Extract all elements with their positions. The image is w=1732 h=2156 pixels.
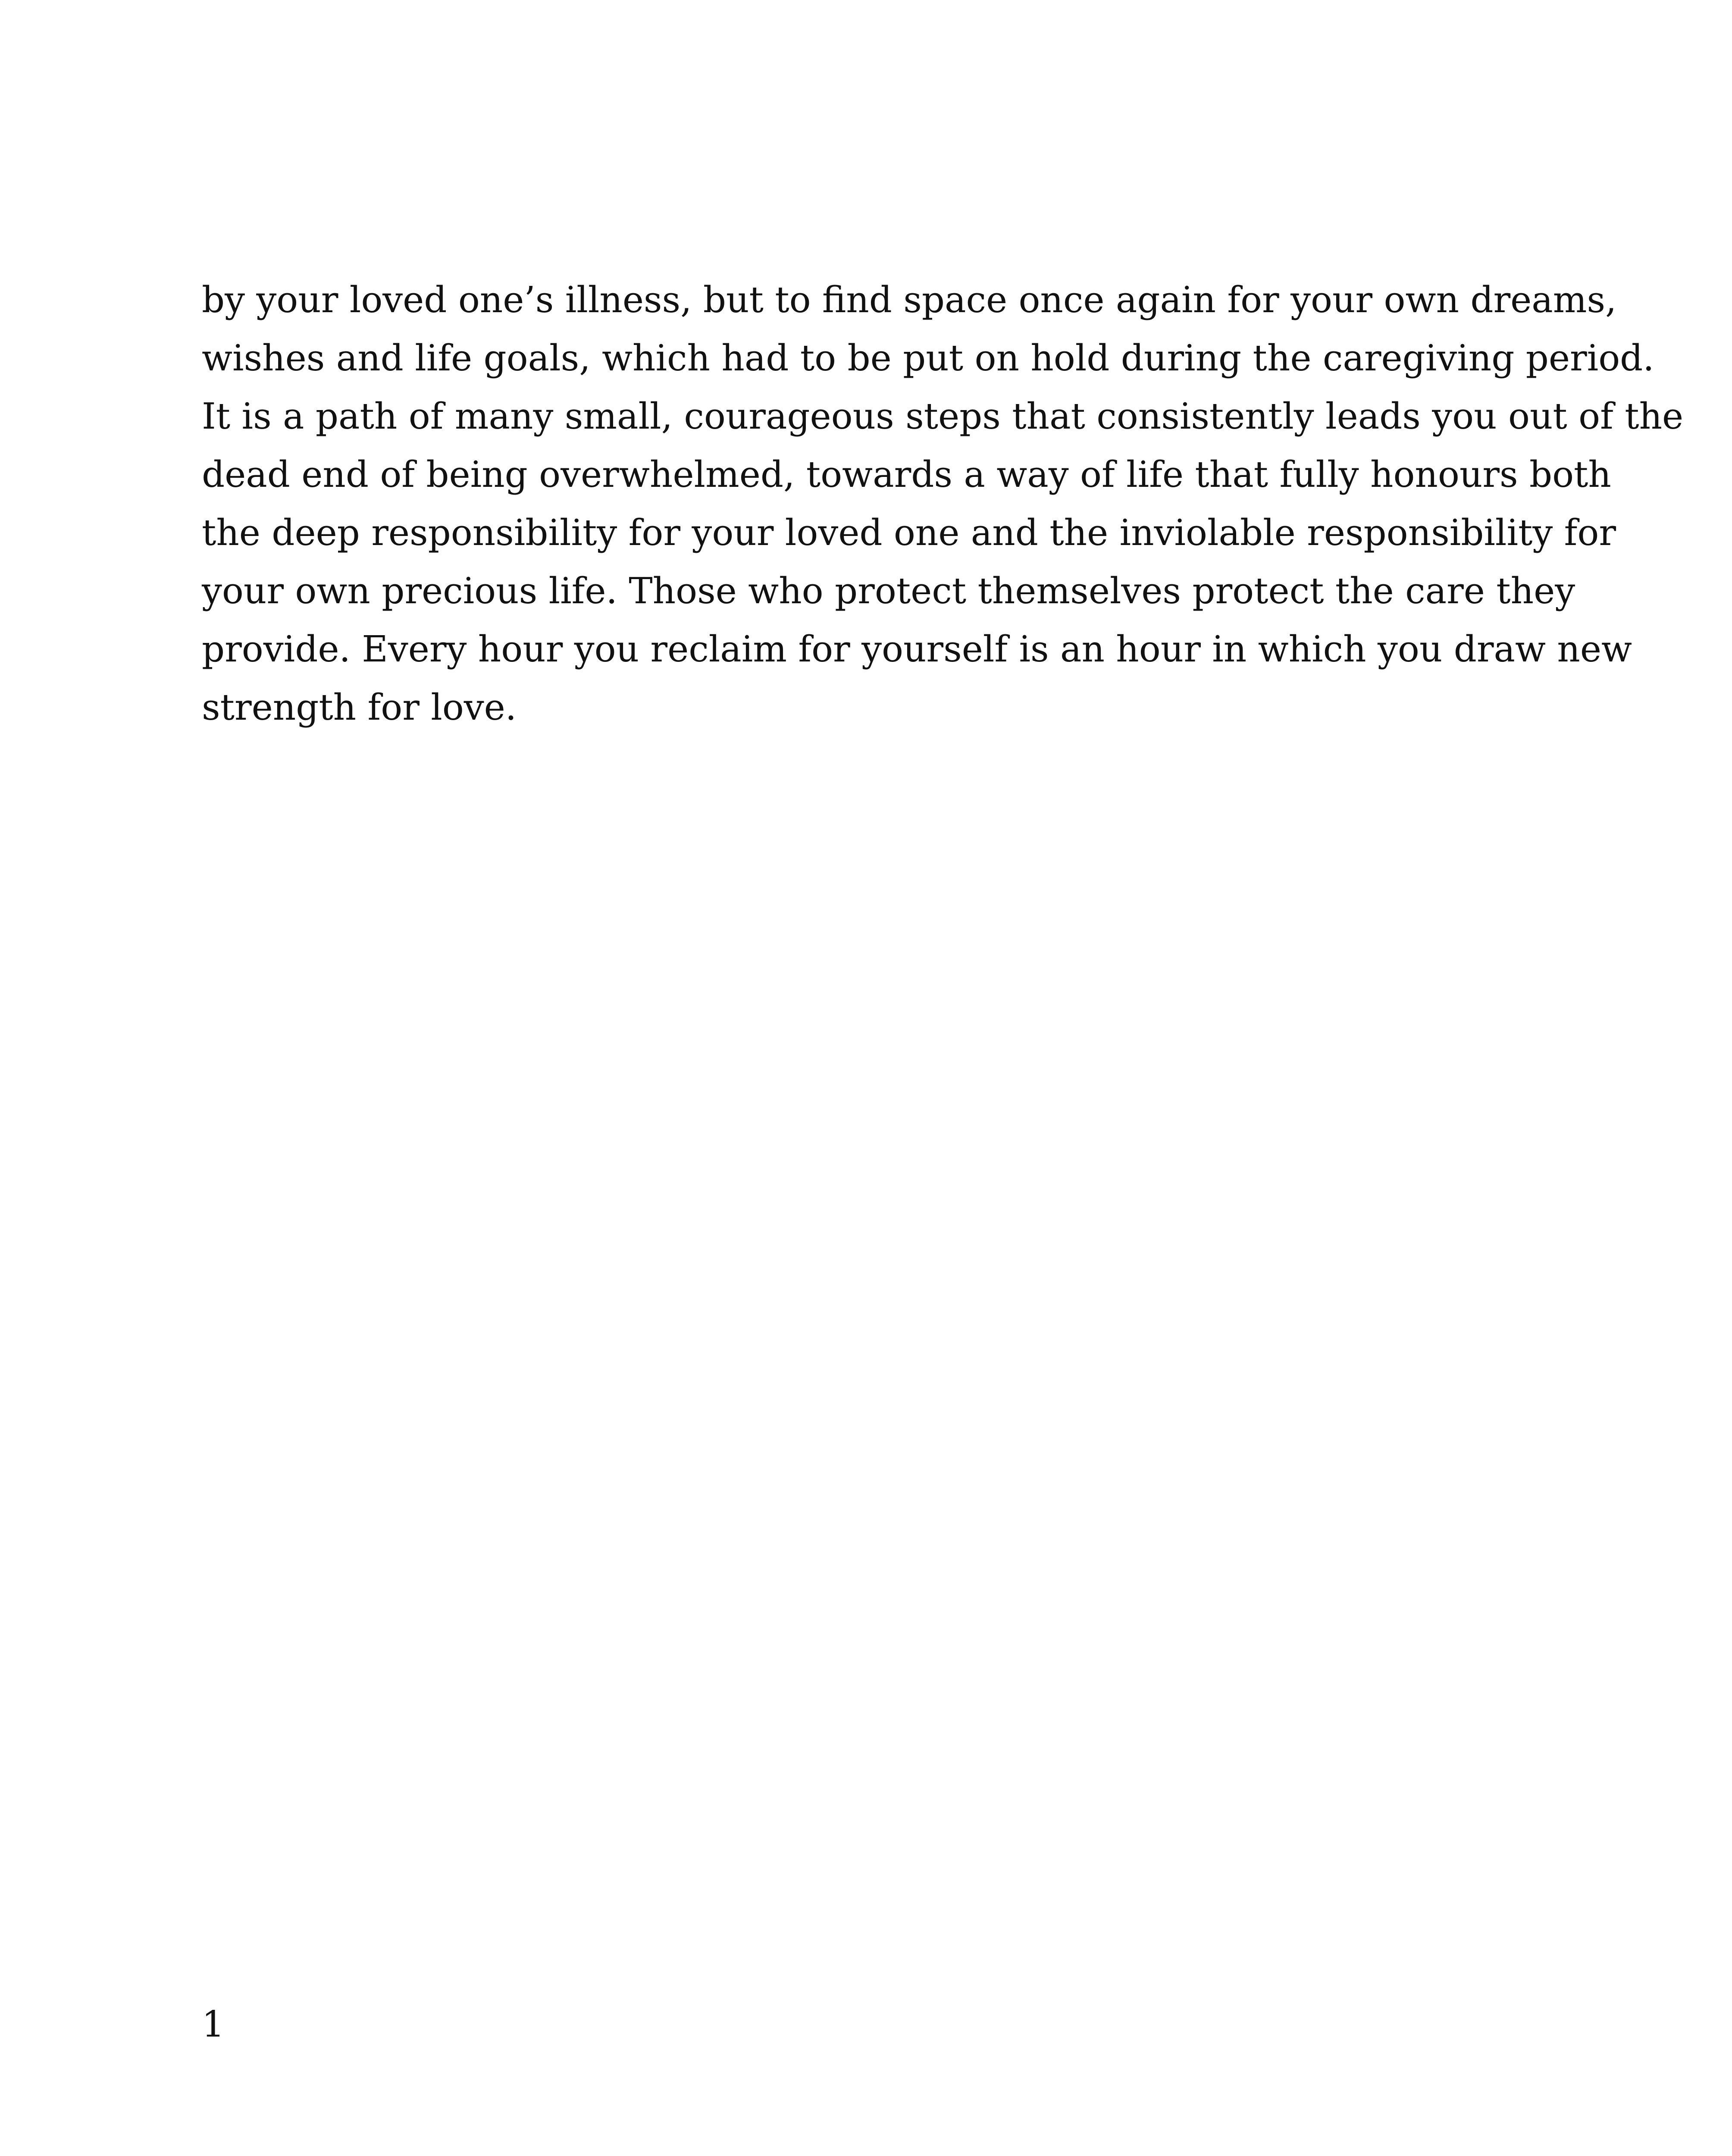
- body-paragraph: [202, 271, 1684, 736]
- page-number: 1: [202, 2003, 225, 2045]
- paragraph-line: wishes and life goals, which had to be put on hold during the caregiving period.: [202, 337, 1654, 379]
- paragraph-line: the deep responsibility for your loved one and the inviolable responsibility for: [202, 512, 1616, 554]
- paragraph-line: by your loved one’s illness, but to find space once again for your own dreams,: [202, 279, 1617, 321]
- paragraph-line: strength for love.: [202, 686, 517, 728]
- paragraph-line: dead end of being overwhelmed, towards a way of life that fully honours both: [202, 454, 1611, 495]
- paragraph-line: provide. Every hour you reclaim for yourself is an hour in which you draw new: [202, 628, 1632, 670]
- paragraph-line: It is a path of many small, courageous steps that consistently leads you out of the: [202, 395, 1684, 437]
- paragraph-line: your own precious life. Those who protect themselves protect the care they: [202, 570, 1575, 612]
